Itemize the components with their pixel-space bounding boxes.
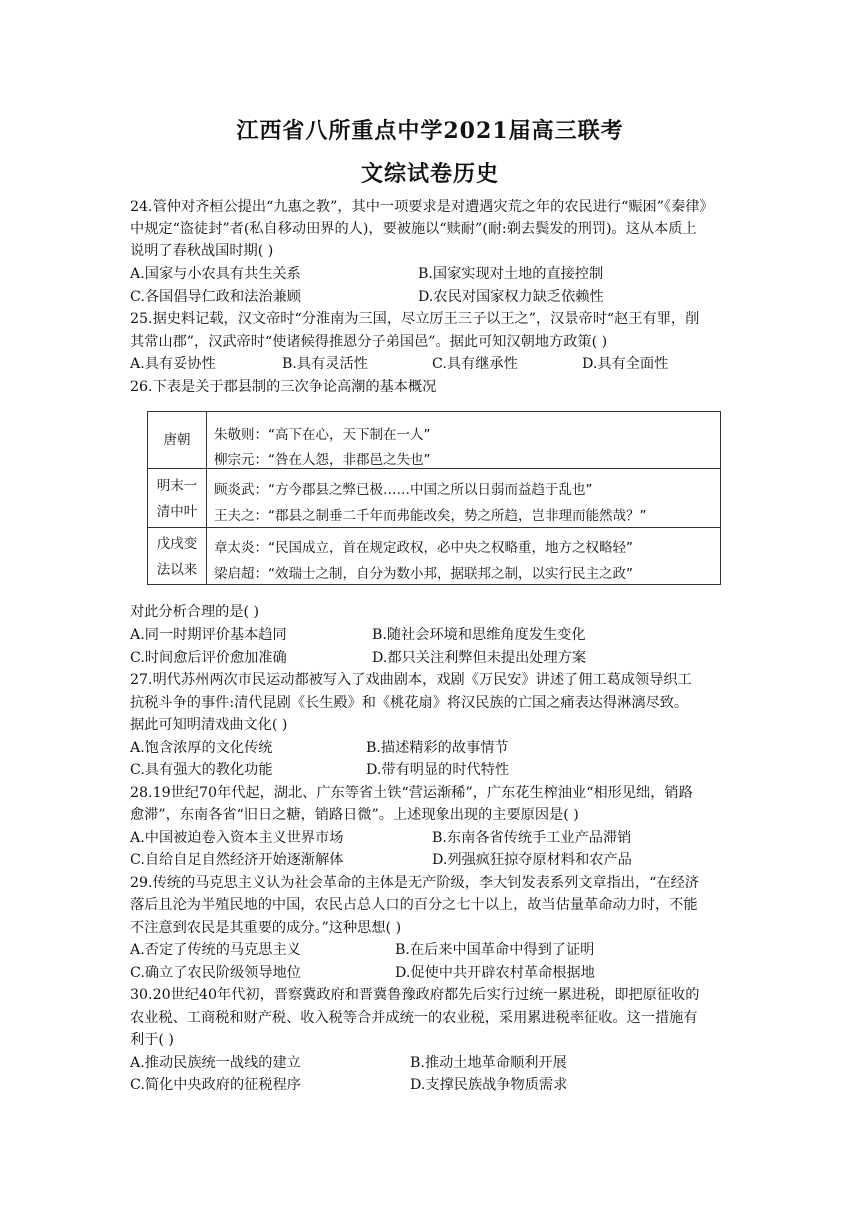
question-25-option-b: B.具有灵活性 <box>282 356 368 372</box>
question-27-line-2: 抗税斗争的事件:清代昆剧《长生殿》和《桃花扇》将汉民族的亡国之痛表达得淋漓尽致。 <box>130 695 689 711</box>
question-24-option-a: A.国家与小农具有共生关系 <box>130 266 301 282</box>
question-28-line-2: 愈滞”，东南各省“旧日之糖，销路日微”。上述现象出现的主要原因是( ) <box>130 807 579 823</box>
table-quote: 梁启超：“效瑞士之制，自分为数小邦，据联邦之制，以实行民主之政” <box>214 566 633 582</box>
question-26-option-d: D.都只关注利弊但未提出处理方案 <box>372 650 587 666</box>
question-29-line-2: 落后且沦为半殖民地的中国，农民占总人口的百分之七十以上，故当估量革命动力时，不能 <box>130 897 698 913</box>
question-30-option-b: B.推动土地革命顺利开展 <box>410 1055 567 1071</box>
question-27-option-c: C.具有强大的教化功能 <box>130 762 273 778</box>
question-28-option-c: C.自给自足自然经济开始逐渐解体 <box>130 852 344 868</box>
question-30-option-a: A.推动民族统一战线的建立 <box>130 1055 301 1071</box>
table-era-cell: 戊戌变 <box>156 536 198 552</box>
question-29-option-d: D.促使中共开辟农村革命根据地 <box>395 965 595 981</box>
table-era-cell: 明末一 <box>156 478 198 494</box>
question-24-option-c: C.各国倡导仁政和法治兼顾 <box>130 289 301 305</box>
question-29-option-a: A.否定了传统的马克思主义 <box>130 942 301 958</box>
question-29-option-c: C.确立了农民阶级领导地位 <box>130 965 301 981</box>
table-quote: 柳宗元：“咎在人怨，非郡邑之失也” <box>214 452 431 468</box>
question-24-line-2: 中规定“盗徒封”者(私自移动田界的人)，要被施以“赎耐”(耐:剃去鬓发的刑罚)。这从本质上 <box>130 221 697 237</box>
question-30-option-c: C.简化中央政府的征税程序 <box>130 1077 301 1093</box>
table-era-cell: 唐朝 <box>163 432 191 448</box>
question-27-line-1: 27.明代苏州两次市民运动都被写入了戏曲剧本，戏剧《万民安》讲述了佣工葛成领导织工 <box>130 672 692 688</box>
question-30-line-3: 利于( ) <box>130 1032 174 1048</box>
page-title: 江西省八所重点中学2021届高三联考 <box>236 118 624 144</box>
question-29-line-1: 29.传统的马克思主义认为社会革命的主体是无产阶级，李大钊发表系列文章指出，“在经济 <box>130 875 699 891</box>
question-24-line-1: 24.管仲对齐桓公提出“九惠之教”，其中一项要求是对遭遇灾荒之年的农民进行“赈困”《秦律》 <box>130 199 714 215</box>
table-row-divider <box>148 468 720 469</box>
question-26-line-1: 26.下表是关于郡县制的三次争论高潮的基本概况 <box>130 379 437 395</box>
question-28-option-b: B.东南各省传统手工业产品滞销 <box>432 830 632 846</box>
table-quote: 顾炎武：“方今郡县之弊已极……中国之所以日弱而益趋于乱也” <box>214 482 593 498</box>
table-quote: 朱敬则：“高下在心，天下制在一人” <box>214 427 431 443</box>
question-29-line-3: 不注意到农民是其重要的成分。”这种思想( ) <box>130 920 402 936</box>
table-row-divider <box>148 527 720 528</box>
question-26-prompt: 对此分析合理的是( ) <box>130 604 260 620</box>
question-30-line-1: 30.20世纪40年代初，晋察冀政府和晋冀鲁豫政府都先后实行过统一累进税，即把原征收的 <box>130 987 700 1003</box>
question-29-option-b: B.在后来中国革命中得到了证明 <box>395 942 595 958</box>
question-26-option-c: C.时间愈后评价愈加准确 <box>130 650 287 666</box>
question-28-option-a: A.中国被迫卷入资本主义世界市场 <box>130 830 344 846</box>
question-25-option-a: A.具有妥协性 <box>130 356 216 372</box>
question-24-option-d: D.农民对国家权力缺乏依赖性 <box>418 289 604 305</box>
question-27-option-a: A.饱含浓厚的文化传统 <box>130 740 273 756</box>
page-subtitle: 文综试卷历史 <box>360 161 499 187</box>
question-28-line-1: 28.19世纪70年代起，湖北、广东等省土铁“营运渐稀”，广东花生榨油业“相形见绌，销路 <box>130 785 693 801</box>
question-24-line-3: 说明了春秋战国时期( ) <box>130 243 274 259</box>
question-25-option-c: C.具有继承性 <box>432 356 518 372</box>
question-24-option-b: B.国家实现对土地的直接控制 <box>418 266 604 282</box>
question-25-line-2: 其常山郡”，汉武帝时“使诸候得推恩分子弟国邑”。据此可知汉朝地方政策( ) <box>130 334 608 350</box>
question-26-option-a: A.同一时期评价基本趋同 <box>130 627 287 643</box>
question-25-line-1: 25.据史料记载，汉文帝时“分淮南为三国，尽立厉王三子以王之”，汉景帝时“赵王有罪，削 <box>130 311 700 327</box>
question-25-option-d: D.具有全面性 <box>582 356 669 372</box>
table-era-cell: 清中叶 <box>156 504 198 520</box>
table-column-divider <box>206 412 207 584</box>
question-28-option-d: D.列强疯狂掠夺原材料和农产品 <box>432 852 632 868</box>
question-27-option-d: D.带有明显的时代特性 <box>366 762 510 778</box>
question-26-option-b: B.随社会环境和思维角度发生变化 <box>372 627 586 643</box>
table-quote: 章太炎：“民国成立，首在规定政权，必中央之权略重，地方之权略轻” <box>214 540 633 556</box>
question-30-option-d: D.支撑民族战争物质需求 <box>410 1077 568 1093</box>
table-era-cell: 法以来 <box>156 562 198 578</box>
question-27-line-3: 据此可知明清戏曲文化( ) <box>130 717 288 733</box>
question-30-line-2: 农业税、工商税和财产税、收入税等合并成统一的农业税，采用累进税率征收。这一措施有 <box>130 1010 698 1026</box>
debate-table <box>147 411 721 585</box>
table-quote: 王夫之：“郡县之制垂二千年而弗能改矣，势之所趋，岂非理而能然哉？” <box>214 508 647 524</box>
question-27-option-b: B.描述精彩的故事情节 <box>366 740 509 756</box>
